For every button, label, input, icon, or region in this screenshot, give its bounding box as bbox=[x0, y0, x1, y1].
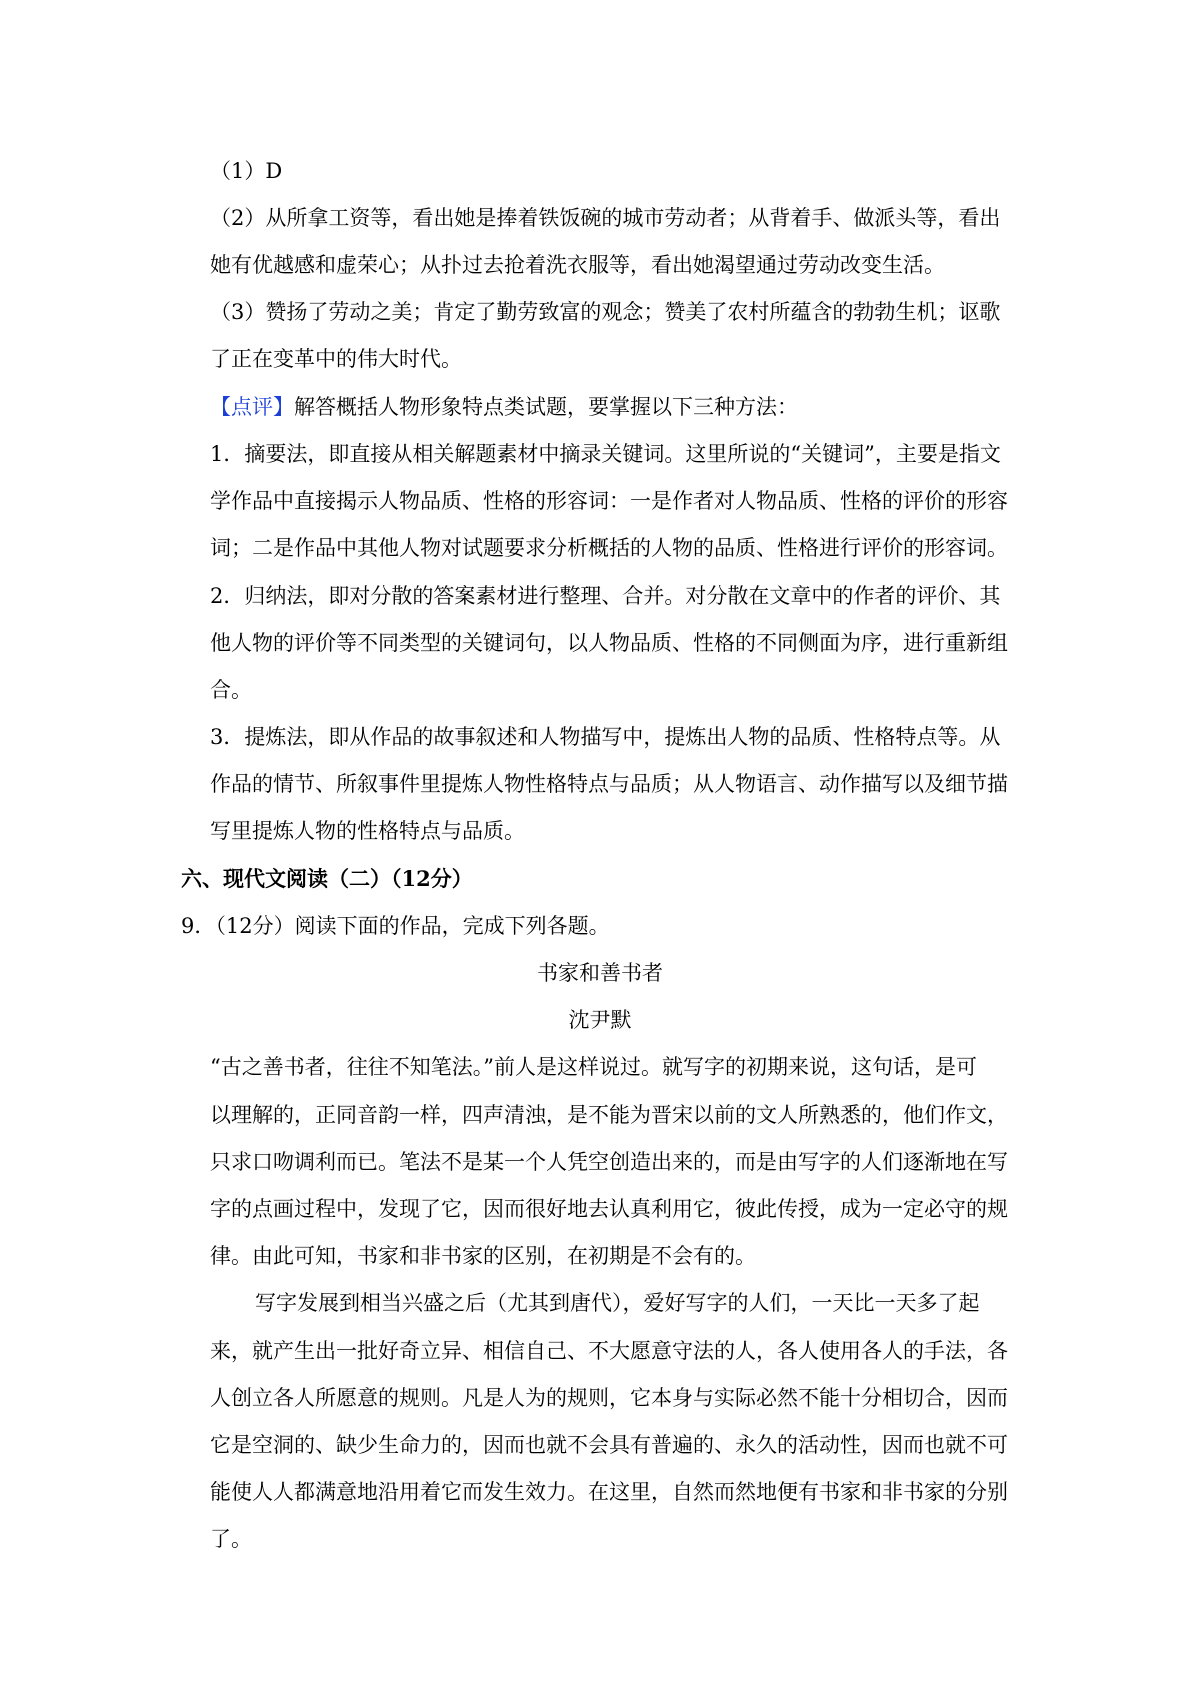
article-author: 沈尹默 bbox=[568, 1008, 632, 1032]
answer-3-line-1: （3）赞扬了劳动之美；肯定了勤劳致富的观念；赞美了农村所蕴含的勃勃生机；讴歌 bbox=[210, 300, 1001, 324]
method-3-line-3: 写里提炼人物的性格特点与品质。 bbox=[210, 819, 525, 843]
paragraph-2-line-4: 它是空洞的、缺少生命力的，因而也就不会具有普遍的、永久的活动性，因而也就不可 bbox=[210, 1433, 1008, 1457]
paragraph-2-line-5: 能使人人都满意地沿用着它而发生效力。在这里，自然而然地便有书家和非书家的分别 bbox=[210, 1480, 1008, 1504]
method-1-line-1: 1．摘要法，即直接从相关解题素材中摘录关键词。这里所说的“关键词”，主要是指文 bbox=[210, 442, 1001, 466]
comment-tag: 【点评】 bbox=[210, 395, 294, 419]
answer-2-line-1: （2）从所拿工资等，看出她是捧着铁饭碗的城市劳动者；从背着手、做派头等，看出 bbox=[210, 206, 1001, 230]
answer-1: （1）D bbox=[210, 159, 283, 183]
method-2-line-1: 2．归纳法，即对分散的答案素材进行整理、合并。对分散在文章中的作者的评价、其 bbox=[210, 584, 1001, 608]
answer-3-line-2: 了正在变革中的伟大时代。 bbox=[210, 347, 462, 371]
paragraph-1-line-3: 只求口吻调利而已。笔法不是某一个人凭空创造出来的，而是由写字的人们逐渐地在写 bbox=[210, 1150, 1008, 1174]
paragraph-2-line-2: 来，就产生出一批好奇立异、相信自己、不大愿意守法的人，各人使用各人的手法，各 bbox=[210, 1339, 1008, 1363]
method-3-line-1: 3．提炼法，即从作品的故事叙述和人物描写中，提炼出人物的品质、性格特点等。从 bbox=[210, 725, 1001, 749]
paragraph-2-line-1: 写字发展到相当兴盛之后（尤其到唐代），爱好写字的人们，一天比一天多了起 bbox=[255, 1291, 980, 1315]
article-title: 书家和善书者 bbox=[537, 961, 663, 985]
paragraph-1-line-5: 律。由此可知，书家和非书家的区别，在初期是不会有的。 bbox=[210, 1244, 756, 1268]
question-prompt: 9．（12分）阅读下面的作品，完成下列各题。 bbox=[181, 914, 610, 938]
section-heading: 六、现代文阅读（二）（12分） bbox=[181, 866, 473, 891]
method-1-line-3: 词；二是作品中其他人物对试题要求分析概括的人物的品质、性格进行评价的形容词。 bbox=[210, 536, 1008, 560]
comment-intro: 解答概括人物形象特点类试题，要掌握以下三种方法： bbox=[294, 395, 798, 419]
paragraph-2-line-6: 了。 bbox=[210, 1527, 252, 1551]
paragraph-1-line-4: 字的点画过程中，发现了它，因而很好地去认真利用它，彼此传授，成为一定必守的规 bbox=[210, 1197, 1008, 1221]
paragraph-1-line-2: 以理解的，正同音韵一样，四声清浊，是不能为晋宋以前的文人所熟悉的，他们作文， bbox=[210, 1103, 1008, 1127]
paragraph-2-line-3: 人创立各人所愿意的规则。凡是人为的规则，它本身与实际必然不能十分相切合，因而 bbox=[210, 1386, 1008, 1410]
method-2-line-2: 他人物的评价等不同类型的关键词句，以人物品质、性格的不同侧面为序，进行重新组 bbox=[210, 631, 1008, 655]
comment-intro-line bbox=[210, 392, 798, 422]
method-1-line-2: 学作品中直接揭示人物品质、性格的形容词：一是作者对人物品质、性格的评价的形容 bbox=[210, 489, 1008, 513]
paragraph-1-line-1: “古之善书者，往往不知笔法。”前人是这样说过。就写字的初期来说，这句话，是可 bbox=[210, 1055, 977, 1079]
method-3-line-2: 作品的情节、所叙事件里提炼人物性格特点与品质；从人物语言、动作描写以及细节描 bbox=[210, 772, 1008, 796]
answer-2-line-2: 她有优越感和虚荣心；从扑过去抢着洗衣服等，看出她渴望通过劳动改变生活。 bbox=[210, 253, 945, 277]
method-2-line-3: 合。 bbox=[210, 678, 252, 702]
